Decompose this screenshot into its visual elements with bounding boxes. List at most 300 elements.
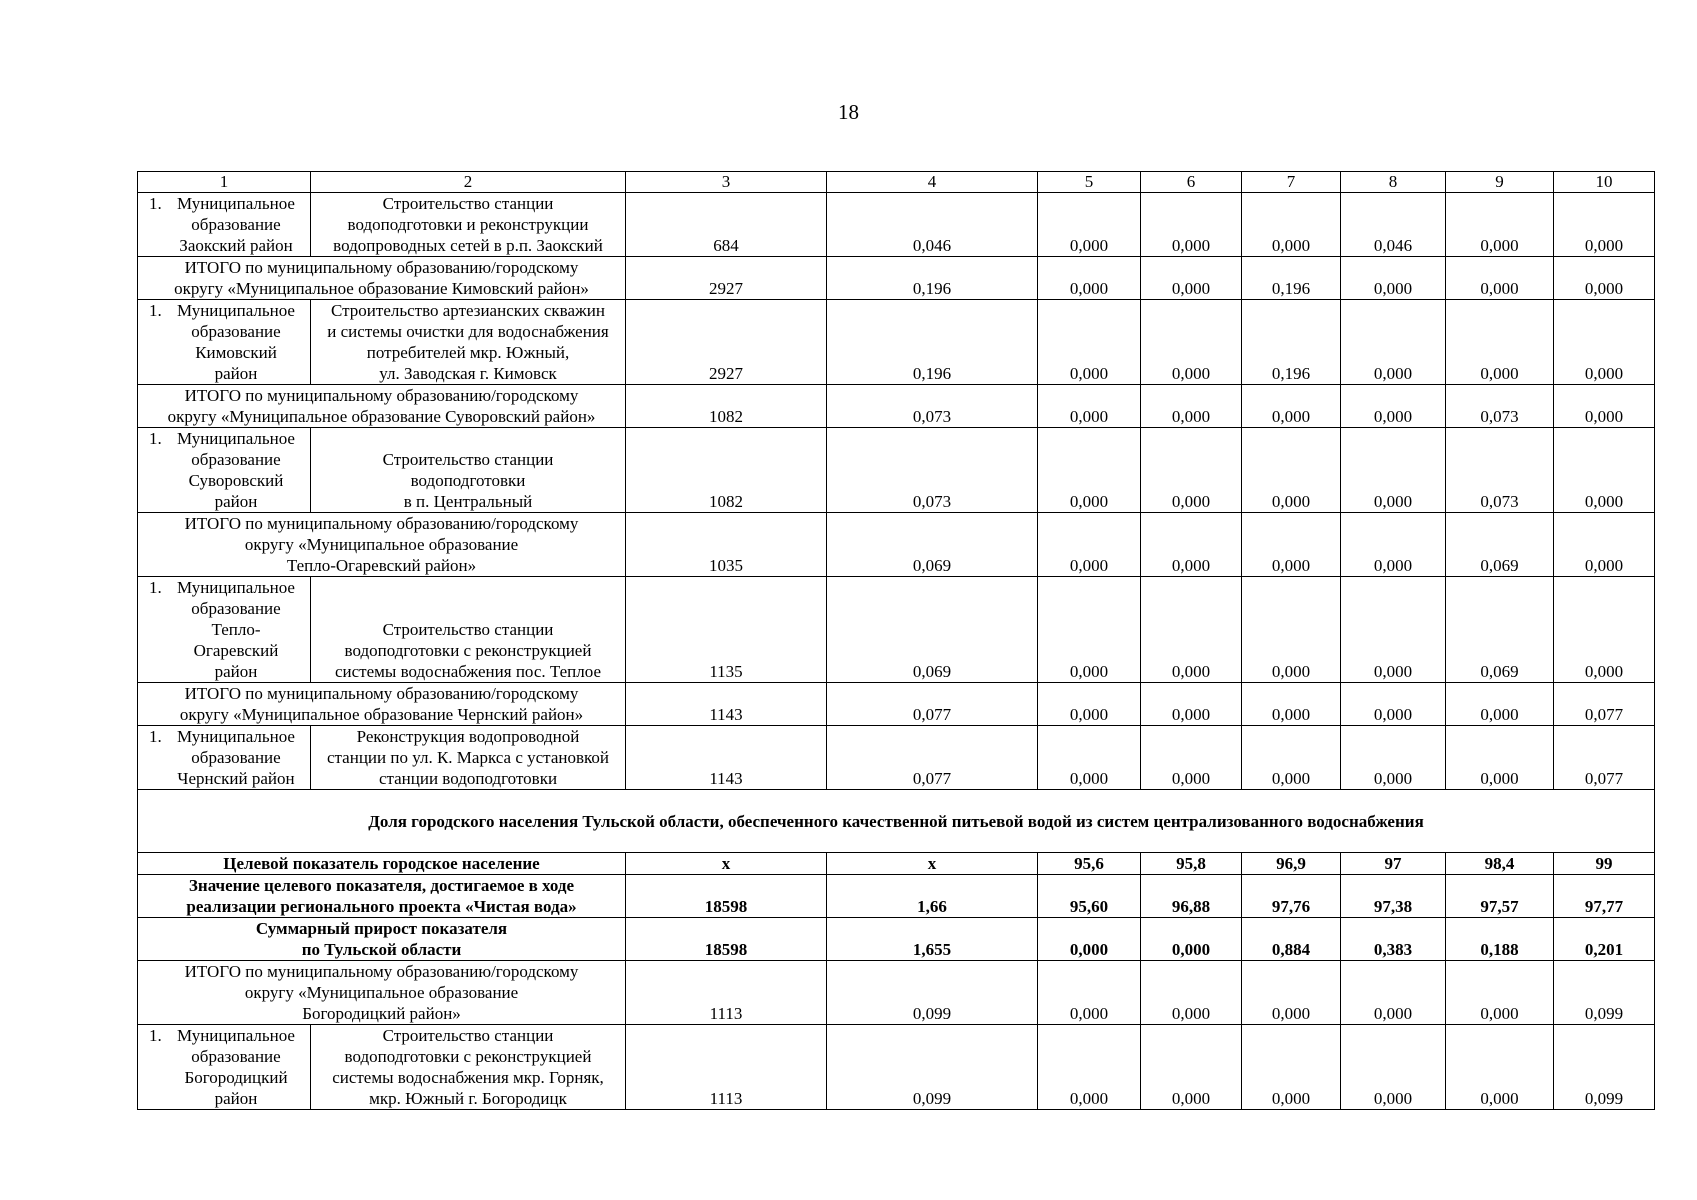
value-cell-text: 0,000 [1171, 662, 1211, 681]
project-cell [311, 300, 626, 385]
value-cell [1242, 853, 1341, 875]
value-cell [1141, 1025, 1242, 1110]
value-cell [1038, 961, 1141, 1025]
item-number: 1. [149, 194, 162, 213]
value-cell-text: 0,000 [1069, 364, 1109, 383]
value-cell-text: 0,000 [1373, 1089, 1413, 1108]
value-cell-text: 0,000 [1271, 236, 1311, 255]
table-row-total [138, 961, 1655, 1025]
value-cell [1446, 193, 1554, 257]
value-cell [1554, 428, 1655, 513]
row-label [138, 385, 626, 428]
value-cell-text: 18598 [704, 940, 748, 959]
value-cell [1242, 875, 1341, 918]
project-cell-text: Строительство станции водоподготовки и реконструкции водопроводных сетей в р.п. Заокский [333, 194, 603, 255]
value-cell-text: 99 [1595, 854, 1613, 873]
value-cell [626, 300, 827, 385]
value-cell-text: 0,000 [1584, 662, 1624, 681]
value-cell [827, 1025, 1038, 1110]
value-cell-text: 0,000 [1069, 279, 1109, 298]
project-cell-text: Строительство станции водоподготовки в п. Центральный [382, 450, 554, 511]
value-cell-text: 0,099 [912, 1004, 952, 1023]
value-cell-text: 0,077 [912, 705, 952, 724]
value-cell-text: 0,000 [1171, 556, 1211, 575]
value-cell [827, 875, 1038, 918]
value-cell [1341, 513, 1446, 577]
value-cell-text: 0,000 [1480, 705, 1519, 724]
table-row-indicator [138, 875, 1655, 918]
value-cell-text: 0,073 [912, 407, 952, 426]
value-cell [1446, 918, 1554, 961]
value-cell [626, 853, 827, 875]
value-cell [1141, 853, 1242, 875]
value-cell-text: 0,000 [1069, 492, 1109, 511]
project-cell [311, 193, 626, 257]
column-header: 4 [827, 172, 1038, 193]
value-cell-text: 0,099 [912, 1089, 952, 1108]
value-cell [1341, 257, 1446, 300]
value-cell-text: 0,069 [912, 556, 952, 575]
value-cell [1141, 193, 1242, 257]
value-cell-text: 95,60 [1069, 897, 1109, 916]
value-cell-text: 1,655 [912, 940, 952, 959]
value-cell [1341, 683, 1446, 726]
municipality-name: Муниципальное образование Суворовский район [177, 429, 295, 511]
value-cell [1242, 257, 1341, 300]
value-cell-text: х [721, 854, 731, 873]
value-cell-text: 1082 [709, 492, 743, 511]
value-cell-text: 1113 [709, 1089, 743, 1108]
value-cell-text: 0,000 [1373, 407, 1413, 426]
value-cell-text: 1,66 [917, 897, 947, 916]
value-cell [1038, 428, 1141, 513]
row-label [138, 513, 626, 577]
value-cell-text: 0,000 [1069, 1089, 1109, 1108]
value-cell-text: 0,069 [1480, 556, 1519, 575]
value-cell [1242, 918, 1341, 961]
section-heading-row [138, 790, 1655, 853]
value-cell [1554, 193, 1655, 257]
value-cell-text: 684 [713, 236, 739, 255]
value-cell [1554, 577, 1655, 683]
municipality-cell [138, 300, 311, 385]
value-cell [1446, 257, 1554, 300]
table-row-item [138, 428, 1655, 513]
value-cell [626, 257, 827, 300]
value-cell-text: 97,38 [1373, 897, 1413, 916]
page-number: 18 [838, 100, 859, 124]
value-cell [1554, 300, 1655, 385]
value-cell [1242, 428, 1341, 513]
project-cell [311, 726, 626, 790]
value-cell-text: 1135 [709, 662, 743, 681]
value-cell-text: 0,196 [1271, 364, 1311, 383]
row-label-text: ИТОГО по муниципальному образованию/городскому округу «Муниципальное образование Чернский район» [179, 684, 584, 724]
value-cell-text: 0,196 [912, 279, 952, 298]
value-cell [1341, 918, 1446, 961]
value-cell-text: 0,000 [1373, 492, 1413, 511]
value-cell [827, 726, 1038, 790]
row-label [138, 961, 626, 1025]
value-cell [827, 683, 1038, 726]
value-cell-text: 0,000 [1171, 940, 1211, 959]
value-cell-text: 0,069 [1480, 662, 1519, 681]
value-cell-text: 0,000 [1373, 364, 1413, 383]
value-cell [1341, 726, 1446, 790]
value-cell [827, 853, 1038, 875]
value-cell [1242, 726, 1341, 790]
value-cell-text: 97,57 [1480, 897, 1519, 916]
value-cell [827, 193, 1038, 257]
value-cell [1038, 875, 1141, 918]
value-cell-text: 95,6 [1074, 854, 1104, 873]
row-label-text: ИТОГО по муниципальному образованию/городскому округу «Муниципальное образование Богородицкий район» [184, 962, 579, 1023]
table-row-item [138, 577, 1655, 683]
value-cell-text: 95,8 [1176, 854, 1206, 873]
value-cell-text: 0,000 [1373, 769, 1413, 788]
value-cell-text: 0,188 [1480, 940, 1519, 959]
column-header: 6 [1141, 172, 1242, 193]
value-cell-text: 0,000 [1069, 940, 1109, 959]
value-cell [626, 726, 827, 790]
value-cell [1446, 683, 1554, 726]
municipality-name: Муниципальное образование Кимовский район [177, 301, 295, 383]
column-header: 1 [138, 172, 311, 193]
municipality-name: Муниципальное образование Чернский район [177, 727, 295, 788]
table-row-total [138, 683, 1655, 726]
value-cell [1038, 853, 1141, 875]
value-cell [1446, 1025, 1554, 1110]
value-cell [1141, 300, 1242, 385]
value-cell [626, 385, 827, 428]
value-cell [1141, 918, 1242, 961]
value-cell-text: 0,000 [1171, 279, 1211, 298]
municipality-cell [138, 428, 311, 513]
value-cell-text: 0,000 [1171, 1089, 1211, 1108]
value-cell-text: 0,000 [1069, 407, 1109, 426]
section-heading-text: Доля городского населения Тульской области, обеспеченного качественной питьевой водой из систем централизованного водоснабжения [368, 811, 1424, 831]
value-cell [1554, 875, 1655, 918]
value-cell [626, 918, 827, 961]
value-cell [1242, 1025, 1341, 1110]
value-cell-text: 0,000 [1271, 1004, 1311, 1023]
value-cell [626, 961, 827, 1025]
value-cell [827, 385, 1038, 428]
value-cell-text: 97 [1384, 854, 1402, 873]
value-cell [827, 918, 1038, 961]
value-cell [1554, 513, 1655, 577]
value-cell [1141, 257, 1242, 300]
row-label-text: Целевой показатель городское население [223, 854, 540, 873]
row-label [138, 257, 626, 300]
value-cell-text: 0,201 [1584, 940, 1624, 959]
value-cell-text: 1082 [709, 407, 743, 426]
value-cell [1141, 513, 1242, 577]
value-cell [1242, 300, 1341, 385]
value-cell [1341, 193, 1446, 257]
value-cell-text: 0,073 [1480, 407, 1519, 426]
value-cell [1446, 428, 1554, 513]
value-cell-text: 0,000 [1480, 279, 1519, 298]
value-cell-text: 98,4 [1484, 854, 1515, 873]
value-cell [1038, 385, 1141, 428]
value-cell-text: 97,76 [1271, 897, 1311, 916]
value-cell-text: 0,000 [1373, 662, 1413, 681]
value-cell [1242, 961, 1341, 1025]
section-heading [138, 790, 1655, 853]
value-cell-text: 0,000 [1069, 1004, 1109, 1023]
value-cell [1554, 918, 1655, 961]
value-cell-text: 1113 [709, 1004, 743, 1023]
value-cell-text: 18598 [704, 897, 748, 916]
value-cell [1446, 385, 1554, 428]
table-row-item [138, 193, 1655, 257]
value-cell [827, 257, 1038, 300]
row-label [138, 853, 626, 875]
value-cell-text: 0,000 [1373, 1004, 1413, 1023]
value-cell-text: 0,000 [1171, 236, 1211, 255]
value-cell [1141, 961, 1242, 1025]
value-cell-text: 0,077 [912, 769, 952, 788]
row-label-text: ИТОГО по муниципальному образованию/городскому округу «Муниципальное образование Кимовский район» [174, 258, 589, 298]
value-cell [1554, 726, 1655, 790]
value-cell [1446, 300, 1554, 385]
value-cell-text: 0,000 [1271, 705, 1311, 724]
value-cell [1554, 257, 1655, 300]
project-cell [311, 577, 626, 683]
value-cell-text: 0,000 [1171, 705, 1211, 724]
value-cell-text: 0,383 [1373, 940, 1413, 959]
column-header: 5 [1038, 172, 1141, 193]
value-cell [1242, 193, 1341, 257]
value-cell [1141, 726, 1242, 790]
municipality-cell [138, 193, 311, 257]
value-cell-text: 0,000 [1480, 769, 1519, 788]
value-cell-text: 0,000 [1171, 769, 1211, 788]
value-cell [1446, 513, 1554, 577]
municipality-cell [138, 726, 311, 790]
value-cell-text: 0,000 [1373, 556, 1413, 575]
value-cell-text: 0,046 [912, 236, 952, 255]
value-cell-text: 0,077 [1584, 705, 1624, 724]
item-number: 1. [149, 578, 162, 597]
value-cell-text: 0,000 [1271, 492, 1311, 511]
row-label-text: ИТОГО по муниципальному образованию/городскому округу «Муниципальное образование Суворовский район» [167, 386, 596, 426]
value-cell-text: 0,884 [1271, 940, 1311, 959]
value-cell [1242, 513, 1341, 577]
column-header: 2 [311, 172, 626, 193]
value-cell [1242, 385, 1341, 428]
value-cell-text: 0,000 [1480, 1089, 1519, 1108]
value-cell-text: 0,000 [1584, 364, 1624, 383]
row-label [138, 918, 626, 961]
value-cell [626, 683, 827, 726]
value-cell [1554, 1025, 1655, 1110]
value-cell-text: 96,88 [1171, 897, 1211, 916]
value-cell [1341, 385, 1446, 428]
value-cell [1242, 683, 1341, 726]
value-cell [1038, 577, 1141, 683]
value-cell-text: 0,000 [1480, 364, 1519, 383]
value-cell [1446, 853, 1554, 875]
value-cell [626, 513, 827, 577]
table-row-item [138, 1025, 1655, 1110]
row-label [138, 875, 626, 918]
value-cell [626, 875, 827, 918]
value-cell-text: 97,77 [1584, 897, 1624, 916]
value-cell [626, 193, 827, 257]
value-cell [1554, 385, 1655, 428]
item-number: 1. [149, 429, 162, 448]
value-cell [827, 961, 1038, 1025]
value-cell-text: 0,077 [1584, 769, 1624, 788]
column-header: 9 [1446, 172, 1554, 193]
value-cell [1341, 961, 1446, 1025]
project-cell [311, 428, 626, 513]
project-cell-text: Строительство станции водоподготовки с реконструкцией системы водоснабжения пос. Теплое [334, 620, 601, 681]
value-cell [1141, 385, 1242, 428]
value-cell-text: 0,000 [1584, 556, 1624, 575]
row-label-text: ИТОГО по муниципальному образованию/городскому округу «Муниципальное образование Тепло-Огаревский район» [184, 514, 579, 575]
value-cell-text: 0,046 [1373, 236, 1413, 255]
project-cell-text: Строительство станции водоподготовки с реконструкцией системы водоснабжения мкр. Горняк, мкр. Южный г. Богородицк [332, 1026, 604, 1108]
municipality-cell [138, 1025, 311, 1110]
value-cell-text: 0,196 [1271, 279, 1311, 298]
value-cell [1341, 1025, 1446, 1110]
column-header: 8 [1341, 172, 1446, 193]
table-row-total [138, 513, 1655, 577]
value-cell-text: 0,000 [1584, 279, 1624, 298]
value-cell-text: 0,000 [1171, 364, 1211, 383]
item-number: 1. [149, 727, 162, 746]
value-cell [1038, 726, 1141, 790]
value-cell-text: 0,000 [1373, 279, 1413, 298]
value-cell-text: 0,000 [1271, 662, 1311, 681]
column-header: 7 [1242, 172, 1341, 193]
value-cell-text: 0,000 [1271, 769, 1311, 788]
column-header: 10 [1554, 172, 1655, 193]
value-cell [1141, 577, 1242, 683]
table-row-item [138, 726, 1655, 790]
municipality-name: Муниципальное образование Тепло- Огаревский район [177, 578, 295, 681]
value-cell [827, 513, 1038, 577]
project-cell-text: Строительство артезианских скважин и системы очистки для водоснабжения потребителей мкр. Южный, ул. Заводская г. Кимовск [327, 301, 609, 383]
value-cell-text: 0,000 [1171, 492, 1211, 511]
value-cell-text: 96,9 [1276, 854, 1306, 873]
value-cell [1341, 853, 1446, 875]
value-cell [827, 428, 1038, 513]
row-label-text: Суммарный прирост показателя по Тульской области [255, 919, 508, 959]
table-row-total [138, 257, 1655, 300]
value-cell-text: 0,099 [1584, 1089, 1624, 1108]
project-cell-text: Реконструкция водопроводной станции по ул. К. Маркса с установкой станции водоподготовки [327, 727, 609, 788]
value-cell-text: 1143 [709, 769, 743, 788]
row-label [138, 683, 626, 726]
value-cell [1341, 300, 1446, 385]
value-cell-text: 0,000 [1480, 1004, 1519, 1023]
value-cell [827, 300, 1038, 385]
value-cell [1038, 513, 1141, 577]
value-cell-text: 2927 [709, 364, 743, 383]
value-cell-text: 0,000 [1171, 1004, 1211, 1023]
value-cell [1141, 683, 1242, 726]
table-row-indicator [138, 918, 1655, 961]
value-cell [1341, 428, 1446, 513]
value-cell-text: 0,000 [1171, 407, 1211, 426]
municipality-name: Муниципальное образование Богородицкий район [177, 1026, 295, 1108]
value-cell [1038, 918, 1141, 961]
value-cell-text: 0,000 [1069, 705, 1109, 724]
value-cell-text: 0,000 [1271, 556, 1311, 575]
item-number: 1. [149, 301, 162, 320]
value-cell-text: 0,000 [1584, 236, 1624, 255]
value-cell-text: 0,000 [1480, 236, 1519, 255]
value-cell-text: 0,000 [1069, 662, 1109, 681]
column-header: 3 [626, 172, 827, 193]
value-cell [1554, 961, 1655, 1025]
value-cell [1038, 257, 1141, 300]
value-cell-text: 0,073 [1480, 492, 1519, 511]
value-cell-text: 0,073 [912, 492, 952, 511]
value-cell [1446, 961, 1554, 1025]
municipality-name: Муниципальное образование Заокский район [177, 194, 295, 255]
value-cell-text: 0,000 [1584, 492, 1624, 511]
value-cell [1141, 875, 1242, 918]
value-cell [626, 577, 827, 683]
project-cell [311, 1025, 626, 1110]
item-number: 1. [149, 1026, 162, 1045]
value-cell-text: 1035 [709, 556, 743, 575]
row-label-text: Значение целевого показателя, достигаемое в ходе реализации регионального проекта «Чистая вода» [186, 876, 577, 916]
value-cell-text: 0,000 [1584, 407, 1624, 426]
table-row-item [138, 300, 1655, 385]
data-table [137, 171, 1655, 1110]
value-cell [1141, 428, 1242, 513]
value-cell [1242, 577, 1341, 683]
value-cell-text: 0,000 [1069, 236, 1109, 255]
value-cell-text: 0,000 [1271, 407, 1311, 426]
value-cell [1554, 853, 1655, 875]
value-cell-text: 0,000 [1069, 769, 1109, 788]
value-cell [626, 1025, 827, 1110]
value-cell-text: 0,000 [1271, 1089, 1311, 1108]
table-row-total [138, 385, 1655, 428]
value-cell [1341, 577, 1446, 683]
value-cell [1341, 875, 1446, 918]
table-row-indicator [138, 853, 1655, 875]
value-cell [1038, 683, 1141, 726]
value-cell [1038, 1025, 1141, 1110]
value-cell [1554, 683, 1655, 726]
column-header-row [138, 172, 1655, 193]
value-cell-text: 0,099 [1584, 1004, 1624, 1023]
value-cell [1446, 875, 1554, 918]
value-cell-text: 2927 [709, 279, 743, 298]
value-cell [827, 577, 1038, 683]
value-cell-text: 0,000 [1069, 556, 1109, 575]
value-cell-text: 0,000 [1373, 705, 1413, 724]
municipality-cell [138, 577, 311, 683]
value-cell [1446, 726, 1554, 790]
value-cell-text: 1143 [709, 705, 743, 724]
value-cell-text: х [927, 854, 937, 873]
value-cell [1038, 300, 1141, 385]
value-cell [1038, 193, 1141, 257]
value-cell-text: 0,069 [912, 662, 952, 681]
value-cell-text: 0,196 [912, 364, 952, 383]
value-cell [1446, 577, 1554, 683]
value-cell [626, 428, 827, 513]
